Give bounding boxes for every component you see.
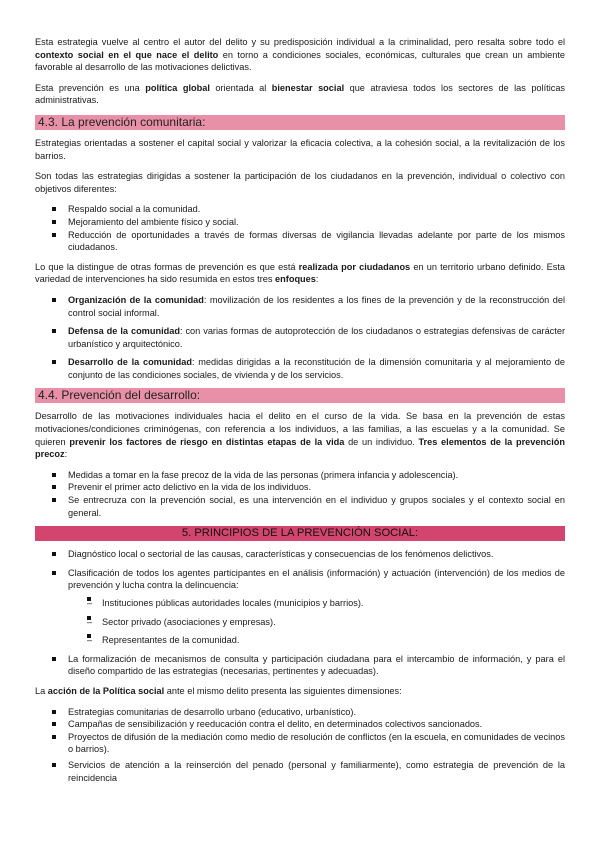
dash-item: – Representantes de la comunidad. <box>35 634 565 647</box>
paragraph: Lo que la distingue de otras formas de prevención es que está realizada por ciudadanos en un territorio urbano definido. Esta variedad de intervenciones ha sido resumida en estos tres enfoques: <box>35 261 565 285</box>
list-item: Organización de la comunidad: movilización de los residentes a los fines de la prevención y de la reconstrucción del control social informal. <box>35 294 565 319</box>
list-item: Diagnóstico local o sectorial de las causas, características y consecuencias de los fenómenos delictivos. <box>35 548 565 561</box>
chapter-heading-5: 5. PRINCIPIOS DE LA PREVENCIÓN SOCIAL: <box>35 526 565 541</box>
list-item: La formalización de mecanismos de consulta y participación ciudadana para el intercambio de información, y para el diseño compartido de las estrategias (necesarias, pertinentes y adecuadas). <box>35 653 565 678</box>
paragraph: La acción de la Política social ante el mismo delito presenta las siguientes dimensiones: <box>35 685 402 696</box>
emphasis: bienestar social <box>271 82 345 93</box>
list-item: Se entrecruza con la prevención social, es una intervención en el individuo y grupos sociales y el contexto social en general. <box>35 494 565 519</box>
emphasis: acción de la Política social <box>47 685 165 696</box>
list-item: Reducción de oportunidades a través de formas diversas de vigilancia llevadas adelante por parte de los mismos ciudadanos. <box>35 229 565 254</box>
emphasis: enfoques <box>275 274 316 285</box>
list-item: Proyectos de difusión de la mediación como medio de resolución de conflictos (en la escuela, en comunidades de vecinos o barrios). <box>35 731 565 756</box>
list-item: Medidas a tomar en la fase precoz de la vida de las personas (primera infancia y adolescencia). <box>35 469 565 482</box>
emphasis: realizada por ciudadanos <box>298 261 411 272</box>
principles-list <box>35 548 565 678</box>
list-item: Mejoramiento del ambiente físico y social. <box>35 216 565 229</box>
list-item: Defensa de la comunidad: con varias formas de autoprotección de los ciudadanos o estrategias defensivas de carácter urbanístico y arquitectónico. <box>35 325 565 350</box>
paragraph: Estrategias orientadas a sostener el capital social y valorizar la eficacia colectiva, a la cohesión social, a la revitalización de los barrios. <box>35 137 565 161</box>
list-item: Prevenir el primer acto delictivo en la vida de los individuos. <box>35 481 565 494</box>
list-item: Servicios de atención a la reinserción del penado (personal y familiarmente), como estrategia de prevención de la reincidencia <box>35 759 565 784</box>
emphasis: política global <box>145 82 210 93</box>
intro-paragraph-1: Esta estrategia vuelve al centro el autor del delito y su predisposición individual a la criminalidad, pero resalta sobre todo el contexto social en el que nace el delito en torno a condiciones sociales, económicas, culturales que crean un ambiente favorable al desarrollo de las motivaciones delictivas. <box>35 37 565 73</box>
list-item: Campañas de sensibilización y reeducación contra el delito, en determinados colectivos sancionados. <box>35 718 565 731</box>
list-item: Respaldo social a la comunidad. <box>35 203 565 216</box>
dash-item: – Sector privado (asociaciones y empresas). <box>35 616 565 629</box>
section-heading-4-4: 4.4. Prevención del desarrollo: <box>35 388 565 403</box>
dimensions-list <box>35 706 565 785</box>
list-item: Clasificación de todos los agentes participantes en el análisis (información) y actuación (intervención) de los medios de prevención y lucha contra la delincuencia: – Instituciones públicas autoridades locales (municipios y barrios). – Sector privado (asociaciones y empresas). – Representantes de la comunidad. <box>35 567 565 647</box>
emphasis: prevenir los factores de riesgo en distintas etapas de la vida <box>69 436 345 447</box>
list-item: Desarrollo de la comunidad: medidas dirigidas a la reconstitución de la dimensión comunitaria y al mejoramiento de conjunto de las condiciones sociales, de vivienda y de los servicios. <box>35 356 565 381</box>
emphasis: Defensa de la comunidad <box>68 326 180 337</box>
bullet-list <box>35 469 565 519</box>
paragraph: Son todas las estrategias dirigidas a sostener la participación de los ciudadanos en la prevención, individual o colectivo con objetivos diferentes: <box>35 171 565 194</box>
bullet-list <box>35 203 565 253</box>
dash-item: – Instituciones públicas autoridades locales (municipios y barrios). <box>35 597 565 610</box>
paragraph: Desarrollo de las motivaciones individuales hacia el delito en el curso de la vida. Se basa en la prevención de estas motivaciones/condiciones criminógenas, con referencia a los individuos, a las familias, a las escuelas y a la comunidad. Se quieren prevenir los factores de riesgo en distintas etapas de la vida de un individuo. Tres elementos de la prevención precoz: <box>35 411 565 460</box>
emphasis: Organización de la comunidad <box>68 294 204 305</box>
focus-list <box>35 294 565 382</box>
emphasis: contexto social en el que nace el delito <box>35 49 219 60</box>
emphasis: Desarrollo de la comunidad <box>68 357 192 368</box>
intro-paragraph-2: Esta prevención es una política global orientada al bienestar social que atraviesa todos los sectores de las políticas administrativas. <box>35 82 566 106</box>
dash-list <box>35 597 565 647</box>
emphasis: Tres elementos de la prevención precoz <box>35 436 565 460</box>
section-heading-4-3: 4.3. La prevención comunitaria: <box>35 115 565 130</box>
list-item: Estrategias comunitarias de desarrollo urbano (educativo, urbanístico). <box>35 706 565 719</box>
